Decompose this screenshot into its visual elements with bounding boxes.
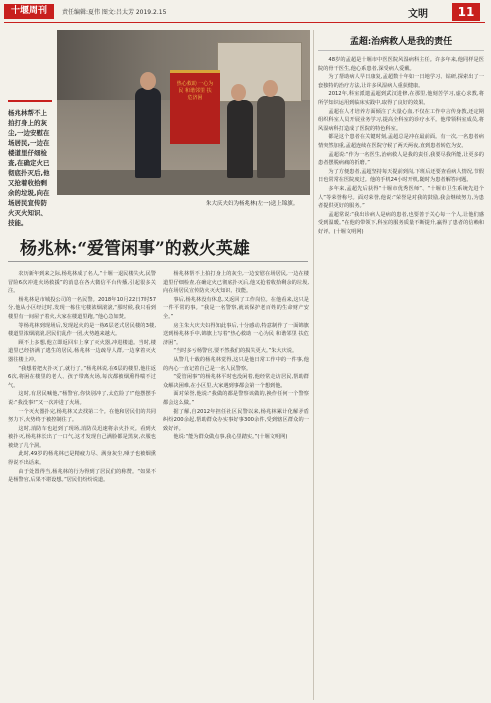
paragraph: 为了方便患者,孟超坚持每天提前到岗,下班后还要查看病人情况,节假日也常常在医院度过。他的手机24小时开机,随时为患者解答问题。: [318, 168, 484, 184]
paragraph: 房主朱大庆夫妇得知此事后,十分感动,特意制作了一面锦旗送到杨兆林手中,锦旗上写着“热心救助 一心为民 和谐邻里 扶危济困”。: [163, 322, 309, 346]
paragraph: “爱管闲事”的杨兆林平时也没闲着,他经常走访居民,帮助群众解决困难,在小区里,大家遇到事都会第一个想到他。: [163, 374, 309, 389]
paragraph: 据了解,自2012年担任社区民警以来,杨兆林累计化解矛盾纠纷200余起,帮助群众办实事好事300余件,受到辖区群众的一致好评。: [163, 408, 309, 432]
page-number: 11: [452, 3, 480, 21]
paragraph: 从警几十载的杨兆林觉得,这只是他日常工作中的一件事,他的内心一直记着自己是一名人民警察。: [163, 356, 309, 372]
silk-banner: [170, 70, 220, 144]
side-article-title: 孟超:治病救人是我的责任: [349, 37, 453, 47]
header-rule: [4, 22, 485, 23]
photo-head: [140, 72, 156, 90]
photo-head: [263, 80, 278, 97]
paragraph: 孟超常说:“我出诊病人是病的患者,也要善于关心每一个人,让他们感受到温暖。”在他的带领下,科室的服务质量不断提升,赢得了患者的信赖和好评。(十堰文明网): [318, 211, 484, 235]
article-headline: 杨兆林:“爱管闲事”的救火英雄: [20, 239, 250, 259]
photo-person-woman: [227, 100, 253, 178]
photo-head: [231, 84, 246, 101]
article-column-2: [163, 270, 309, 700]
paragraph: 事后,杨兆林没有休息,又返回了工作岗位。在他看来,这只是一件平常的事。“我是一名警察,就该保护老百姓的生命财产安全。”: [163, 296, 309, 320]
side-article-column: [318, 56, 484, 700]
section-name: 文明: [408, 9, 428, 20]
column-divider: [313, 30, 314, 700]
photo-person-police: [135, 88, 161, 178]
paragraph: 由于处置得当,杨兆林的行为得到了居民们的称赞。“如果不是杨警官,后果不堪设想。”居民们纷纷说道。: [8, 468, 156, 484]
pull-quote-rule: [8, 100, 52, 102]
page-header: [0, 0, 491, 24]
paragraph: 孟超在人才培养方面倾注了大量心血,不仅在工作中言传身教,还定期组织科室人员开展业务学习,提高全科室的诊疗水平。他带领科室成员,将风湿病科打造成了医院的特色科室。: [318, 108, 484, 132]
paragraph: 孟超说:“作为一名医生,治病救人是我的责任,我要尽我所能,让更多的患者摆脱病痛的折磨。”: [318, 151, 484, 167]
news-photo: [57, 30, 310, 195]
paragraph: 这时,消防车也赶到了现场,消防员迅速将余火扑灭。看到火被扑灭,杨兆林长出了一口气,这才发现自己满脸都是黑灰,衣服也被烧了几个洞。: [8, 425, 156, 449]
paragraph: 此时,49岁的杨兆林已是精疲力尽、满身灰尘,嗓子也被烟熏得说不出话来。: [8, 451, 156, 467]
headline-rule: [8, 261, 308, 262]
photo-caption: 朱大庆夫妇为杨兆林(左一)送上锦旗。: [206, 201, 299, 207]
paragraph: 一个灭火器扑完,杨兆林又去找第二个。在他和居民们的共同努力下,火势终于被控制住了。: [8, 408, 156, 424]
paragraph: “当时多亏杨警官,要不然我们的损失更大。”朱大庆说。: [173, 348, 298, 355]
article-column-1: [8, 270, 156, 700]
paragraph: 顾不上多想,他立即返回车上拿了灭火器,冲进楼道。当时,楼道里已经挤满了逃生的居民,杨兆林一边疏导人群,一边拿着灭火器往楼上冲。: [8, 339, 156, 363]
paragraph: “我想着把火扑灭了,就行了。”杨兆林说,在6层的楼里,他往返6次,将困在楼里的老人、孩子带离火场,每次都被烟熏得喘不过气。: [8, 365, 156, 389]
paragraph: 都是这个患者在关键时刻,孟超总是冲在最前面。有一次,一名患者病情突然加重,孟超连续在医院守候了两天两夜,直到患者转危为安。: [318, 134, 484, 149]
banner-text: 热心救助 一心为民 和谐邻里 扶危济困: [176, 81, 214, 101]
paragraph: 等杨兆林到现场后,发现起火的是一栋6层老式居民楼的3楼,楼道里浓烟滚滚,居民们乱作一团,火势越来越大。: [8, 322, 156, 338]
paragraph: 多年来,孟超先后获得“十堰市优秀医师”、“十堰市卫生系统先进个人”等荣誉称号。面对荣誉,他说:“荣誉是对我的鼓励,我会继续努力,为患者提供更好的服务。”: [318, 185, 484, 210]
paragraph: 杨兆林是市城投公司的一名民警。2018年10月22日7时57分,他从小区经过时,发现一栋住宅楼浓烟滚滚,“那时候,我只看到楼里有一间屋子着火,大家在楼道里跑。”他心急如焚。: [8, 296, 156, 320]
pull-quote: [8, 100, 52, 228]
side-title-rule: [318, 50, 484, 51]
masthead: 十堰周刊: [4, 4, 54, 19]
photo-notice-board: [217, 42, 302, 102]
paragraph: 48岁的孟超是十堰市中医医院风湿病科主任。许多年来,他同样是医院的骨干医生,他心系患者,深受病人爱戴。: [318, 57, 484, 72]
paragraph: 2012年,科室派遣孟超到武汉进修,在那里,他刻苦学习,虚心求教,将所学知识运用到临床实践中,取得了良好的效果。: [318, 91, 484, 106]
editor-credit: 责任编辑:夏伟 图文:吕太芳 2019.2.15: [62, 9, 167, 16]
paragraph: 为了帮助病人早日康复,孟超数十年如一日地学习、钻研,探索出了一套独特的治疗方法,让许多风湿病人重获健康。: [318, 74, 484, 89]
paragraph: 面对荣誉,他说:“我做的都是警察该做的,换作任何一个警察都会这么做。”: [163, 391, 309, 406]
paragraph: 农历新年到来之际,杨兆林成了名人,“十堰一退民楼失火,民警冒险6次冲进火场救援”的消息在各大微信平台传播,引起很多关注。: [8, 271, 156, 295]
photo-person-man: [257, 96, 285, 178]
paragraph: 这时,有居民喊他,“杨警官,你快别冲了,太危险了!”他摆摆手说:“我没事!”又一次冲进了火场。: [8, 391, 156, 406]
pull-quote-text: 杨兆林帮不上拍打身上的灰尘,一边安慰在场居民,一边在楼道里仔细检查,在确定火已彻底扑灭后,他又抢着收拾剩余的垃圾,向在场居民宣传防火灭火知识、技能。: [8, 109, 50, 227]
paragraph: 他说:“能为群众做点事,我心里踏实。”(十堰文明网): [173, 434, 288, 441]
paragraph: 杨兆林帮不上拍打身上的灰尘,一边安慰在场居民,一边在楼道里仔细检查,在确定火已彻底扑灭后,他又抢着收拾剩余的垃圾,向在场居民宣传防火灭火知识、技能。: [163, 271, 309, 295]
